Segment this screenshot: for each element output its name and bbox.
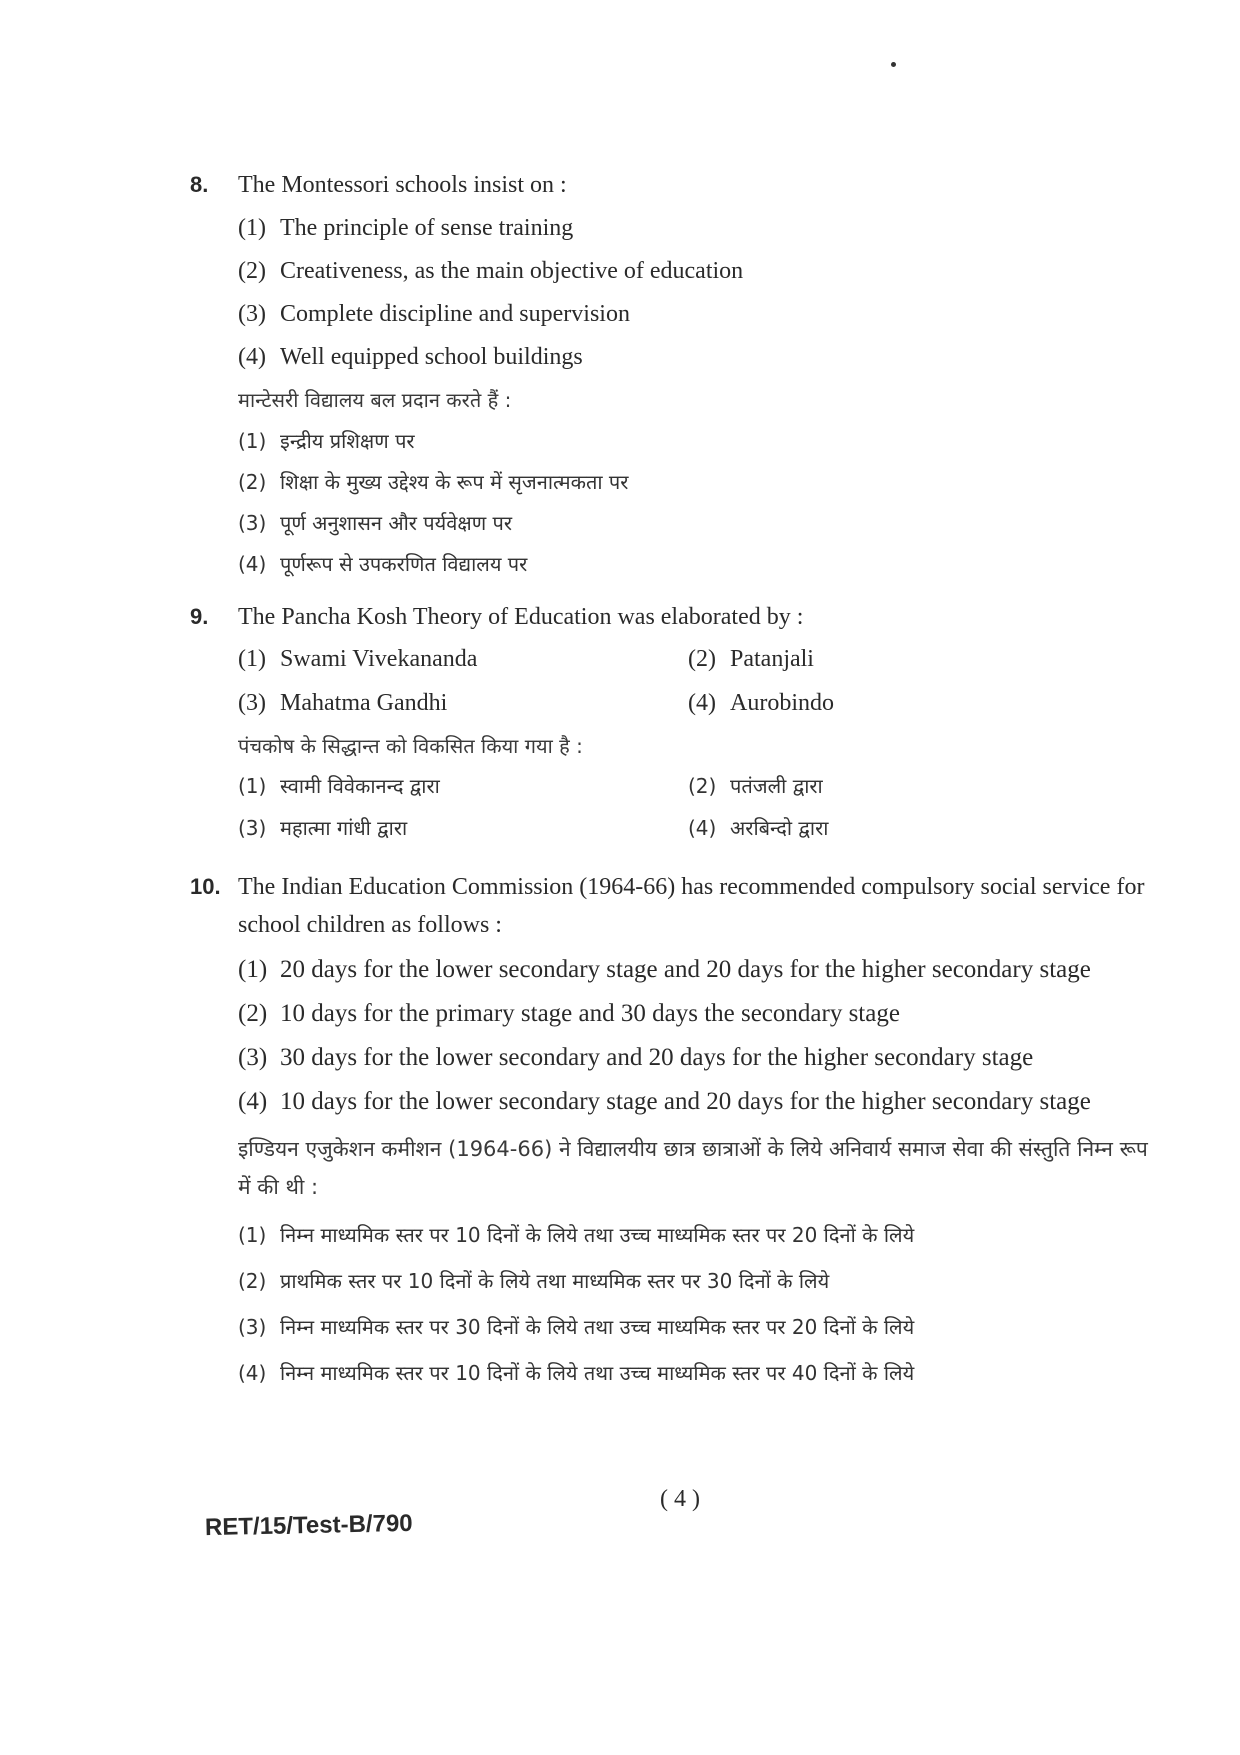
option-1: (1) Swami Vivekananda: [238, 646, 478, 672]
hindi-option-2: (2) प्राथमिक स्तर पर 10 दिनों के लिये तथा माध्यमिक स्तर पर 30 दिनों के लिये: [238, 1269, 830, 1293]
hindi-option-1: (1) स्वामी विवेकानन्द द्वारा: [238, 774, 440, 798]
option-2: (2) Patanjali: [688, 646, 814, 672]
question-stem: The Indian Education Commission (1964-66) has recommended compulsory social service for school children as follows :: [238, 874, 1145, 938]
option-1: (1) The principle of sense training: [238, 215, 574, 241]
hindi-options: [238, 770, 1150, 844]
option-4: (4) 10 days for the lower secondary stage and 20 days for the higher secondary stage: [238, 1088, 1091, 1115]
option-2: (2) 10 days for the primary stage and 30 days the secondary stage: [238, 1000, 900, 1027]
question-number: 9.: [190, 604, 209, 629]
hindi-option-4: (4) अरबिन्दो द्वारा: [688, 816, 829, 840]
question-8: [190, 168, 1150, 580]
hindi-option-3: (3) निम्न माध्यमिक स्तर पर 30 दिनों के लिये तथा उच्च माध्यमिक स्तर पर 20 दिनों के लिये: [238, 1315, 915, 1339]
hindi-option-2: (2) पतंजली द्वारा: [688, 774, 823, 798]
option-4: (4) Aurobindo: [688, 690, 834, 716]
hindi-option-2: (2) शिक्षा के मुख्य उद्देश्य के रूप में सृजनात्मकता पर: [238, 470, 629, 494]
ink-speck: [891, 62, 896, 67]
question-number: 10.: [190, 874, 221, 899]
question-stem: The Pancha Kosh Theory of Education was elaborated by :: [238, 604, 804, 630]
option-3: (3) Complete discipline and supervision: [238, 301, 630, 327]
question-9: [190, 600, 1150, 844]
option-2: (2) Creativeness, as the main objective of education: [238, 258, 744, 284]
hindi-option-4: (4) पूर्णरूप से उपकरणित विद्यालय पर: [238, 552, 528, 576]
option-4: (4) Well equipped school buildings: [238, 344, 583, 370]
hindi-stem: इण्डियन एजुकेशन कमीशन (1964-66) ने विद्यालयीय छात्र छात्राओं के लिये अनिवार्य समाज सेवा की संस्तुति निम्न रूप में की थी :: [238, 1137, 1148, 1199]
option-3: (3) 30 days for the lower secondary and 20 days for the higher secondary stage: [238, 1044, 1034, 1071]
hindi-option-1: (1) निम्न माध्यमिक स्तर पर 10 दिनों के लिये तथा उच्च माध्यमिक स्तर पर 20 दिनों के लिये: [238, 1223, 915, 1247]
hindi-stem: मान्टेसरी विद्यालय बल प्रदान करते हैं :: [238, 388, 512, 412]
question-10: [190, 868, 1150, 1390]
hindi-option-4: (4) निम्न माध्यमिक स्तर पर 10 दिनों के लिये तथा उच्च माध्यमिक स्तर पर 40 दिनों के लिये: [238, 1361, 915, 1385]
question-stem: The Montessori schools insist on :: [238, 172, 567, 198]
hindi-option-3: (3) महात्मा गांधी द्वारा: [238, 816, 408, 840]
test-code: RET/15/Test-B/790: [204, 1509, 413, 1542]
option-1: (1) 20 days for the lower secondary stage and 20 days for the higher secondary stage: [238, 956, 1091, 983]
english-options: [238, 952, 1150, 1120]
hindi-options: [238, 425, 1150, 580]
hindi-option-1: (1) इन्द्रीय प्रशिक्षण पर: [238, 429, 415, 453]
hindi-options: [238, 1218, 1150, 1390]
hindi-stem: पंचकोष के सिद्धान्त को विकसित किया गया है :: [238, 734, 583, 758]
english-options: [238, 642, 1150, 720]
option-3: (3) Mahatma Gandhi: [238, 690, 448, 716]
question-number: 8.: [190, 172, 209, 197]
page-number: ( 4 ): [660, 1486, 700, 1512]
hindi-option-3: (3) पूर्ण अनुशासन और पर्यवेक्षण पर: [238, 511, 513, 535]
english-options: [238, 211, 1150, 374]
